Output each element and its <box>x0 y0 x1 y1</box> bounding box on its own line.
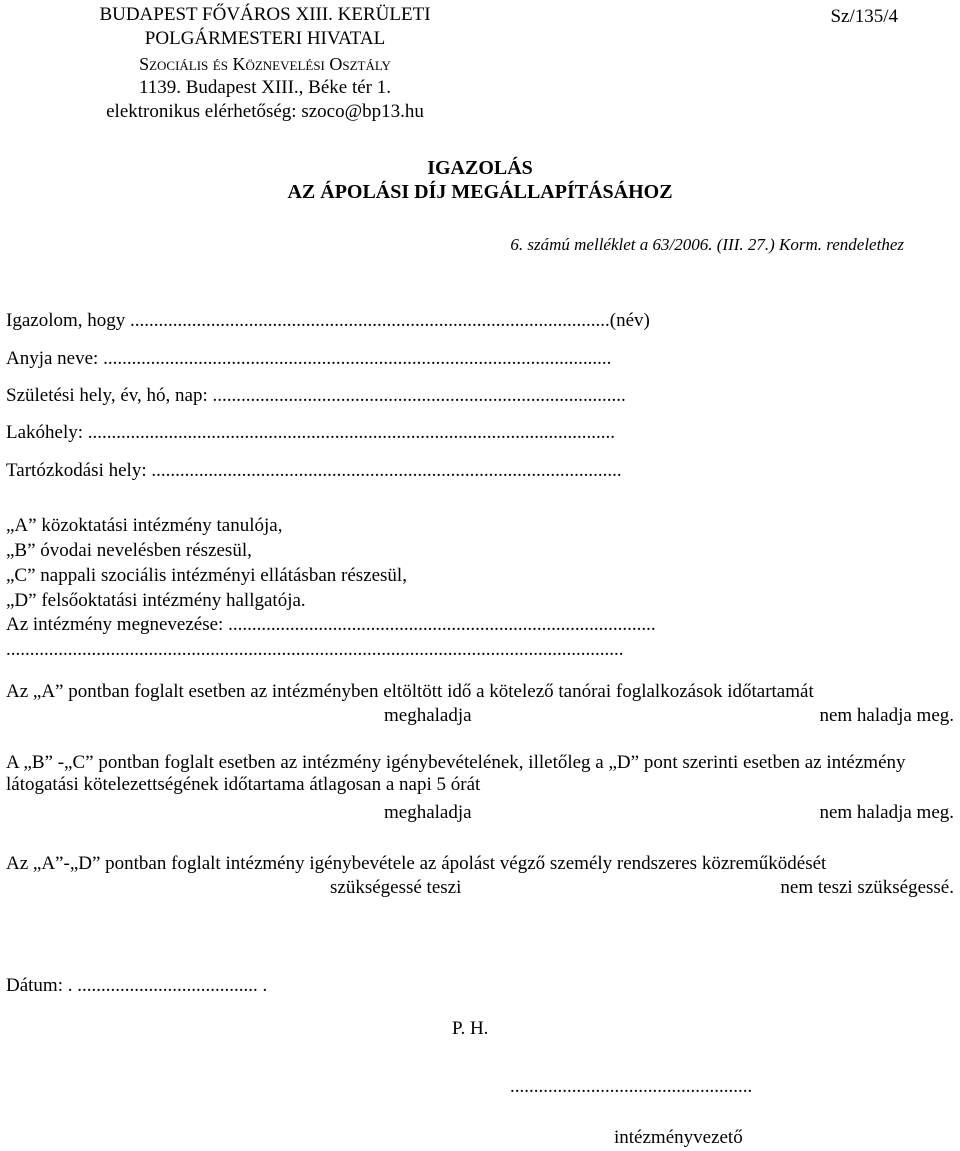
clause-ad-option-necessary: szükségessé teszi <box>330 877 462 898</box>
clause-a-text: Az „A” pontban foglalt esetben az intézményben eltöltött idő a kötelező tanórai foglalkozások időtartamát <box>6 681 814 702</box>
clause-a-option-not-exceeds: nem haladja meg. <box>819 705 954 726</box>
signature-line: ................................................... <box>510 1076 753 1097</box>
institution-name-field: Az intézmény megnevezése: .......................................................................................... <box>6 614 656 635</box>
office-email: elektronikus elérhetőség: szoco@bp13.hu <box>106 101 424 122</box>
mother-name-field: Anyja neve: ........................................................................................................... <box>6 348 612 369</box>
option-a: „A” közoktatási intézmény tanulója, <box>6 515 283 536</box>
office-line-2: POLGÁRMESTERI HIVATAL <box>144 28 386 49</box>
clause-ad-option-not-necessary: nem teszi szükségessé. <box>780 877 954 898</box>
option-b: „B” óvodai nevelésben részesül, <box>6 540 252 561</box>
clause-ad-text: Az „A”-„D” pontban foglalt intézmény igénybevétele az ápolást végző személy rendszeres közreműködését <box>6 853 827 874</box>
birth-field: Születési hely, év, hó, nap: ....................................................................................... <box>6 385 626 406</box>
signature-label: intézményvezető <box>614 1127 743 1148</box>
date-field: Dátum: . ...................................... . <box>6 975 268 996</box>
document-title: IGAZOLÁS <box>427 157 533 179</box>
document-subtitle: AZ ÁPOLÁSI DÍJ MEGÁLLAPÍTÁSÁHOZ <box>287 181 673 203</box>
name-field: Igazolom, hogy .....................................................................................................(név) <box>6 310 650 331</box>
option-c: „C” nappali szociális intézményi ellátásban részesül, <box>6 565 407 586</box>
office-address: 1139. Budapest XIII., Béke tér 1. <box>138 77 392 98</box>
document-reference: Sz/135/4 <box>830 6 898 27</box>
clause-bc-option-exceeds: meghaladja <box>384 802 472 823</box>
office-line-1: BUDAPEST FŐVÁROS XIII. KERÜLETI <box>99 4 431 25</box>
stay-field: Tartózkodási hely: ................................................................................................... <box>6 460 622 481</box>
clause-bc-text: A „B” -„C” pontban foglalt esetben az intézmény igénybevételének, illetőleg a „D” pont szerinti esetben az intézmény látogatási kötelezettségének időtartama átlagosan a napi 5 órát <box>6 752 906 795</box>
option-d: „D” felsőoktatási intézmény hallgatója. <box>6 590 306 611</box>
stamp-placeholder: P. H. <box>452 1018 489 1039</box>
regulation-note: 6. számú melléklet a 63/2006. (III. 27.) Korm. rendelethez <box>510 235 904 254</box>
institution-name-continuation: .................................................................................................................................. <box>6 639 624 660</box>
clause-bc-option-not-exceeds: nem haladja meg. <box>819 802 954 823</box>
address-field: Lakóhely: ............................................................................................................... <box>6 422 616 443</box>
clause-a-option-exceeds: meghaladja <box>384 705 472 726</box>
office-line-3: Szociális és Köznevelési Osztály <box>139 54 391 74</box>
